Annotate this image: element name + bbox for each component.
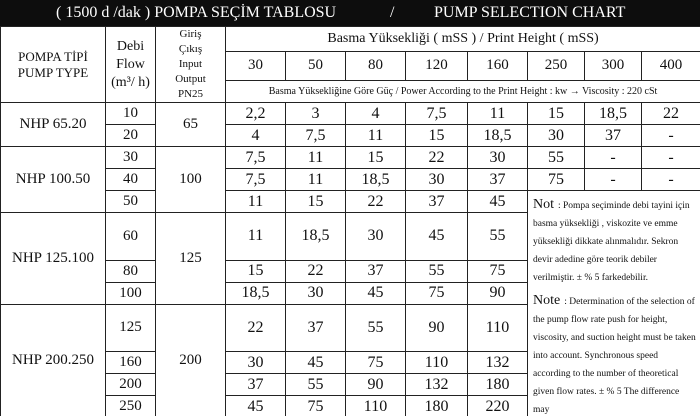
header-row-1 [1,27,700,52]
flow-cell: 200 [106,374,156,396]
flow-cell: 60 [106,213,156,261]
power-cell: 110 [468,304,528,352]
power-cell: 22 [346,191,406,213]
power-cell: 90 [468,282,528,304]
note-english-title: Note [533,293,561,308]
pump-type-cell: NHP 100.50 [1,147,106,213]
power-cell: 55 [346,304,406,352]
power-cell: 30 [528,125,585,147]
height-50: 50 [286,51,346,80]
power-cell: 15 [406,125,468,147]
notes-panel [528,191,700,416]
table-row [1,103,700,125]
power-cell: 30 [286,282,346,304]
print-height-header: Basma Yüksekliği ( mSS ) / Print Height ( mSS) [226,27,700,52]
power-cell: 22 [226,304,286,352]
height-160: 160 [468,51,528,80]
power-cell: 180 [406,396,468,416]
flow-cell: 40 [106,169,156,191]
power-cell: 45 [286,352,346,374]
power-cell: 37 [585,125,642,147]
power-cell: 180 [468,374,528,396]
power-cell: 2,2 [226,103,286,125]
power-cell: 132 [406,374,468,396]
power-cell: 30 [468,147,528,169]
power-cell: 110 [346,396,406,416]
flow-header-en: Flow [116,56,145,72]
power-cell: 7,5 [226,147,286,169]
power-cell: 18,5 [346,169,406,191]
note-english-text: : Determination of the selection of the pump flow rate push for height, viscosity, and suction height must be taken into account. Synchronous speed according to the number of theoretical given flow rates. ± % 5 The difference may [533,297,696,415]
power-cell: 30 [226,352,286,374]
flow-cell: 30 [106,147,156,169]
power-cell: - [585,147,642,169]
power-cell: 55 [406,260,468,282]
power-cell: 110 [406,352,468,374]
io-header-l4: Output [175,73,206,85]
power-cell: 18,5 [226,282,286,304]
flow-cell: 20 [106,125,156,147]
io-header [156,27,226,103]
pump-type-cell: NHP 200.250 [1,304,106,416]
flow-cell: 50 [106,191,156,213]
power-cell: 55 [468,213,528,261]
power-cell: 30 [406,169,468,191]
pump-type-cell: NHP 65.20 [1,103,106,147]
power-cell: 4 [346,103,406,125]
power-cell: 18,5 [585,103,642,125]
flow-header-unit: (m³/ h) [111,74,150,90]
flow-header-tr: Debi [116,38,145,54]
flow-cell: 125 [106,304,156,352]
power-cell: 15 [528,103,585,125]
power-cell: 90 [406,304,468,352]
io-cell: 200 [156,304,226,416]
note-turkish-title: Not [533,197,554,212]
power-cell: 22 [406,147,468,169]
flow-cell: 100 [106,282,156,304]
title-turkish: ( 1500 d /dak ) POMPA SEÇİM TABLOSU [56,4,337,21]
flow-cell: 80 [106,260,156,282]
power-cell: 75 [468,260,528,282]
power-cell: 55 [528,147,585,169]
power-cell: 45 [226,396,286,416]
power-cell: 132 [468,352,528,374]
power-cell: - [642,147,700,169]
flow-cell: 10 [106,103,156,125]
power-cell: 75 [286,396,346,416]
power-cell: 11 [226,213,286,261]
table-row [1,147,700,169]
note-english [533,291,696,416]
table-row [1,125,700,147]
power-cell: 37 [468,169,528,191]
title-english: PUMP SELECTION CHART [434,4,626,21]
io-header-l5: PN25 [177,88,204,100]
pump-type-cell: NHP 125.100 [1,213,106,305]
power-cell: 220 [468,396,528,416]
power-cell: 45 [468,191,528,213]
flow-header [106,27,156,103]
power-cell: 75 [528,169,585,191]
height-300: 300 [585,51,642,80]
height-120: 120 [406,51,468,80]
power-cell: 3 [286,103,346,125]
power-cell: 11 [468,103,528,125]
pump-type-header-en: PUMP TYPE [17,64,89,80]
power-cell: 18,5 [468,125,528,147]
flow-cell: 250 [106,396,156,416]
power-cell: 7,5 [406,103,468,125]
power-cell: 30 [346,213,406,261]
power-cell: 37 [346,260,406,282]
power-cell: 37 [286,304,346,352]
pump-type-header-tr: POMPA TİPİ [18,48,88,64]
title-separator: / [390,4,395,21]
io-header-l3: Input [178,58,203,70]
io-header-l1: Giriş [179,28,202,40]
io-cell: 100 [156,147,226,213]
power-cell: 37 [226,374,286,396]
power-cell: 15 [286,191,346,213]
power-note: Basma Yüksekliğine Göre Güç / Power According to the Print Height : kw → Viscosity : 220 cSt [226,80,700,103]
power-cell: 15 [346,147,406,169]
power-cell: 11 [346,125,406,147]
power-cell: 11 [286,147,346,169]
power-cell: 75 [406,282,468,304]
power-cell: 18,5 [286,213,346,261]
flow-cell: 160 [106,352,156,374]
power-cell: - [585,169,642,191]
power-cell: 11 [286,169,346,191]
power-cell: 7,5 [226,169,286,191]
height-30: 30 [226,51,286,80]
power-cell: 22 [642,103,700,125]
power-cell: 22 [286,260,346,282]
height-80: 80 [346,51,406,80]
height-400: 400 [642,51,700,80]
power-cell: 7,5 [286,125,346,147]
table-row [1,169,700,191]
power-cell: - [642,169,700,191]
pump-type-header [1,27,106,103]
note-turkish-text: : Pompa seçiminde debi tayini için basma yüksekliği , viskozite ve emme yüksekliği dikkate alınmalıdır. Sekron devir adedine göre teorik debiler verilmiştir. ± % 5 farkedebilir. [533,201,690,283]
power-cell: 4 [226,125,286,147]
io-header-l2: Çıkış [178,43,203,55]
power-cell: 45 [346,282,406,304]
chart-title-bar [0,0,700,26]
io-cell: 65 [156,103,226,147]
selection-table [0,26,700,416]
power-cell: 55 [286,374,346,396]
power-cell: 90 [346,374,406,396]
power-cell: 75 [346,352,406,374]
power-cell: - [642,125,700,147]
power-cell: 11 [226,191,286,213]
table-row [1,191,700,213]
power-cell: 37 [406,191,468,213]
io-cell: 125 [156,213,226,305]
height-250: 250 [528,51,585,80]
power-cell: 45 [406,213,468,261]
power-cell: 15 [226,260,286,282]
note-turkish [533,195,696,285]
